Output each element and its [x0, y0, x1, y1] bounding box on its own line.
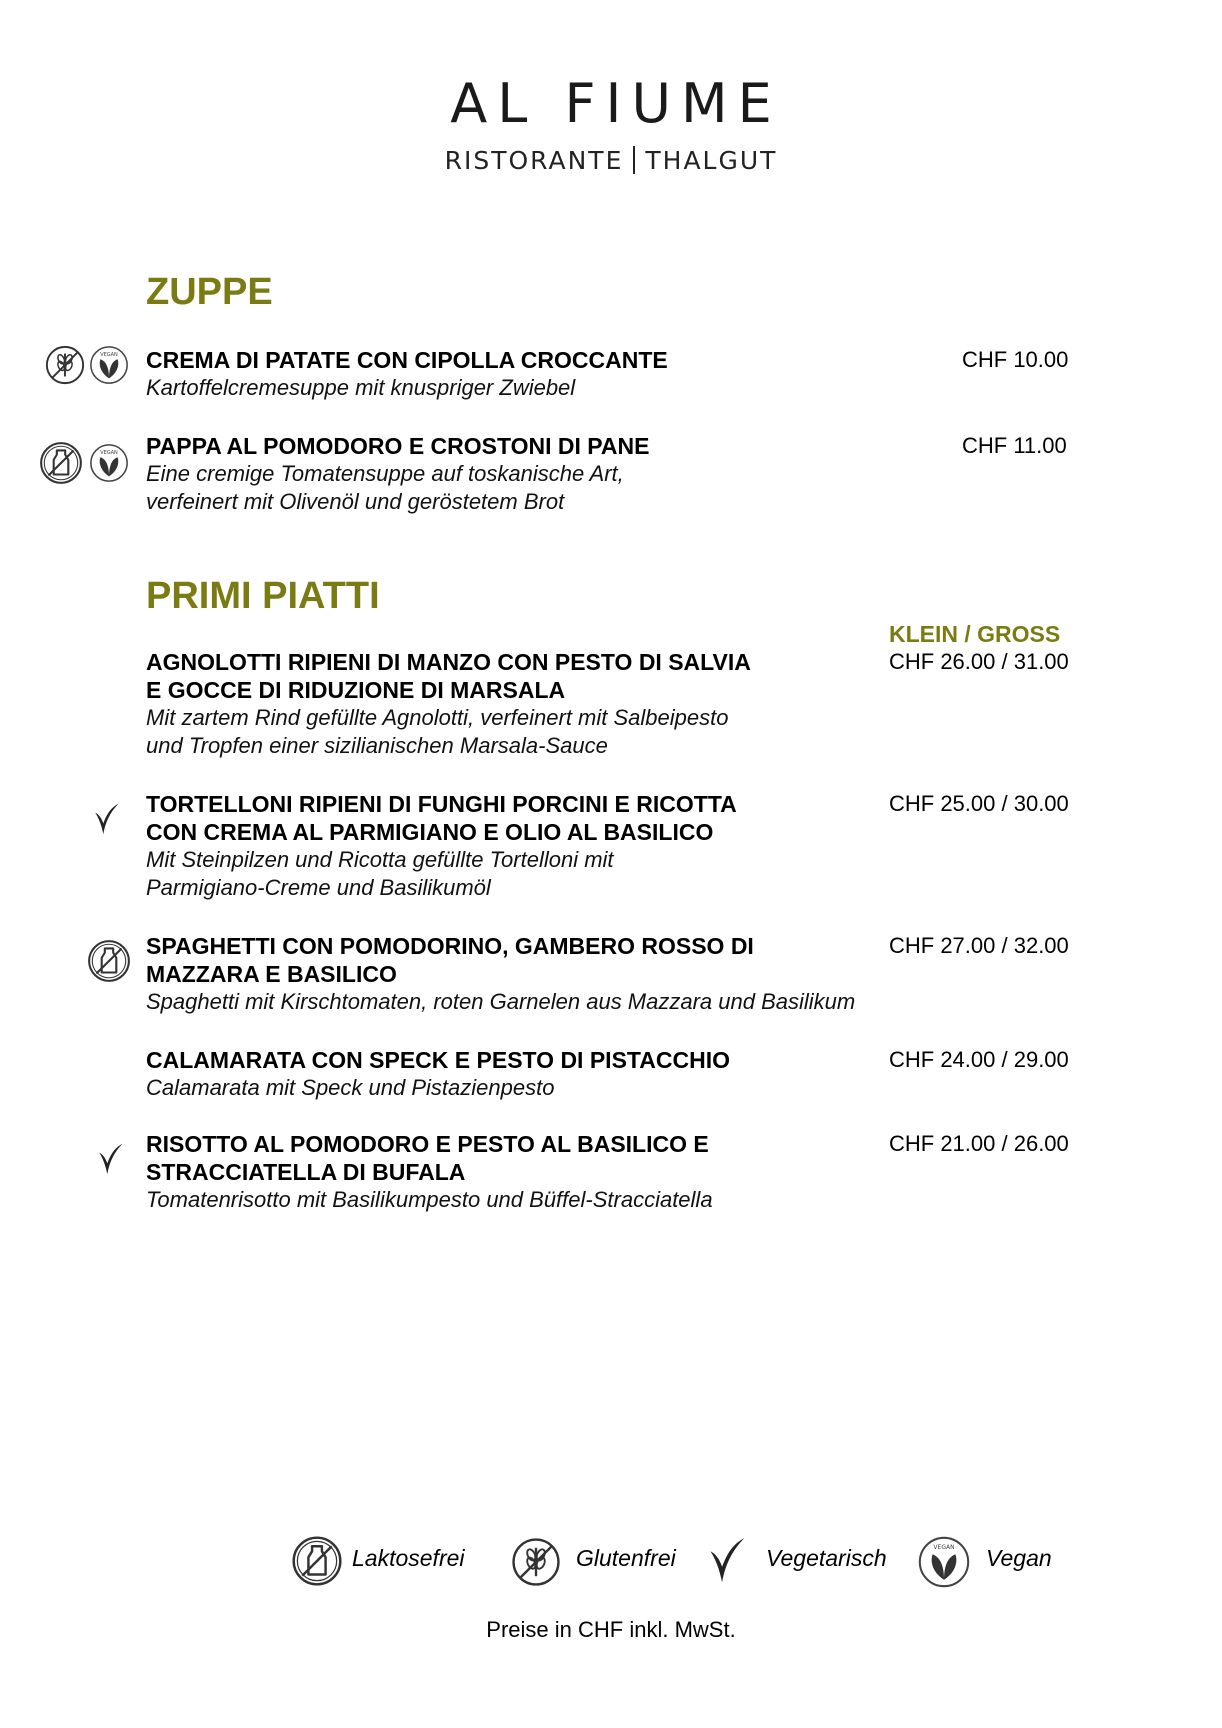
- item-name: SPAGHETTI CON POMODORINO, GAMBERO ROSSO DI: [146, 933, 754, 959]
- item-description: Mit zartem Rind gefüllte Agnolotti, verfeinert mit Salbeipesto: [146, 705, 729, 730]
- item-description: Tomatenrisotto mit Basilikumpesto und Büffel-Stracciatella: [146, 1187, 713, 1212]
- item-price: CHF 25.00 / 30.00: [889, 791, 1069, 816]
- item-description: Parmigiano-Creme und Basilikumöl: [146, 875, 491, 900]
- svg-text:VEGAN: VEGAN: [100, 450, 118, 456]
- item-description: Calamarata mit Speck und Pistazienpesto: [146, 1075, 555, 1100]
- vegan-icon: [88, 344, 130, 386]
- item-name: RISOTTO AL POMODORO E PESTO AL BASILICO E: [146, 1131, 709, 1157]
- item-name: AGNOLOTTI RIPIENI DI MANZO CON PESTO DI SALVIA: [146, 649, 751, 675]
- subtitle-divider: [633, 146, 635, 174]
- item-name: CREMA DI PATATE CON CIPOLLA CROCCANTE: [146, 347, 668, 373]
- legend-label-vegetarian: Vegetarisch: [766, 1545, 887, 1571]
- menu-item-pappa-al-pomodoro: [146, 432, 1076, 516]
- item-name: STRACCIATELLA DI BUFALA: [146, 1159, 466, 1185]
- price-note: Preise in CHF inkl. MwSt.: [486, 1617, 736, 1642]
- item-price: CHF 26.00 / 31.00: [889, 649, 1069, 674]
- vegetarian-icon: [700, 1530, 752, 1588]
- gluten-free-icon: [510, 1536, 562, 1588]
- item-description: Kartoffelcremesuppe mit knuspriger Zwiebel: [146, 375, 576, 400]
- item-name: CALAMARATA CON SPECK E PESTO DI PISTACCHIO: [146, 1047, 730, 1073]
- item-price: CHF 21.00 / 26.00: [889, 1131, 1069, 1156]
- restaurant-subtitle: [0, 146, 1222, 176]
- lactose-free-icon: [290, 1534, 344, 1588]
- item-description: Spaghetti mit Kirschtomaten, roten Garnelen aus Mazzara und Basilikum: [146, 989, 856, 1014]
- gluten-free-icon: [44, 344, 86, 386]
- svg-text:VEGAN: VEGAN: [933, 1544, 955, 1551]
- vegan-icon: [88, 442, 130, 484]
- subtitle-thalgut: THALGUT: [645, 146, 778, 175]
- vegetarian-icon: [88, 798, 124, 838]
- item-description: Mit Steinpilzen und Ricotta gefüllte Tortelloni mit: [146, 847, 614, 872]
- item-description: verfeinert mit Olivenöl und geröstetem Brot: [146, 489, 565, 514]
- lactose-free-icon: [38, 440, 84, 486]
- item-name: MAZZARA E BASILICO: [146, 961, 397, 987]
- lactose-free-icon: [86, 938, 132, 984]
- item-name: CON CREMA AL PARMIGIANO E OLIO AL BASILICO: [146, 819, 714, 845]
- restaurant-header: [0, 74, 1222, 176]
- legend-label-gluten-free: Glutenfrei: [576, 1545, 676, 1571]
- section-title-primi-piatti: PRIMI PIATTI: [146, 575, 380, 617]
- item-price: CHF 24.00 / 29.00: [889, 1047, 1069, 1072]
- vegetarian-icon: [92, 1138, 128, 1178]
- vegan-icon: [916, 1534, 972, 1590]
- legend-label-vegan: Vegan: [986, 1545, 1052, 1571]
- item-price: CHF 11.00: [962, 433, 1067, 458]
- subtitle-ristorante: RISTORANTE: [444, 146, 624, 175]
- item-name: E GOCCE DI RIDUZIONE DI MARSALA: [146, 677, 566, 703]
- legend-label-lactose-free: Laktosefrei: [352, 1545, 465, 1571]
- item-price: CHF 10.00: [962, 347, 1069, 372]
- item-name: PAPPA AL POMODORO E CROSTONI DI PANE: [146, 433, 650, 459]
- section-title-zuppe: ZUPPE: [146, 271, 273, 313]
- item-description: und Tropfen einer sizilianischen Marsala-Sauce: [146, 733, 608, 758]
- item-name: TORTELLONI RIPIENI DI FUNGHI PORCINI E RICOTTA: [146, 791, 737, 817]
- item-description: Eine cremige Tomatensuppe auf toskanische Art,: [146, 461, 624, 486]
- item-price: CHF 27.00 / 32.00: [889, 933, 1069, 958]
- svg-text:VEGAN: VEGAN: [100, 352, 118, 358]
- menu-item-crema-di-patate: [146, 346, 1076, 402]
- restaurant-name: AL FIUME: [450, 72, 782, 135]
- size-label: KLEIN / GROSS: [889, 621, 1061, 647]
- dietary-legend: [0, 1528, 1222, 1588]
